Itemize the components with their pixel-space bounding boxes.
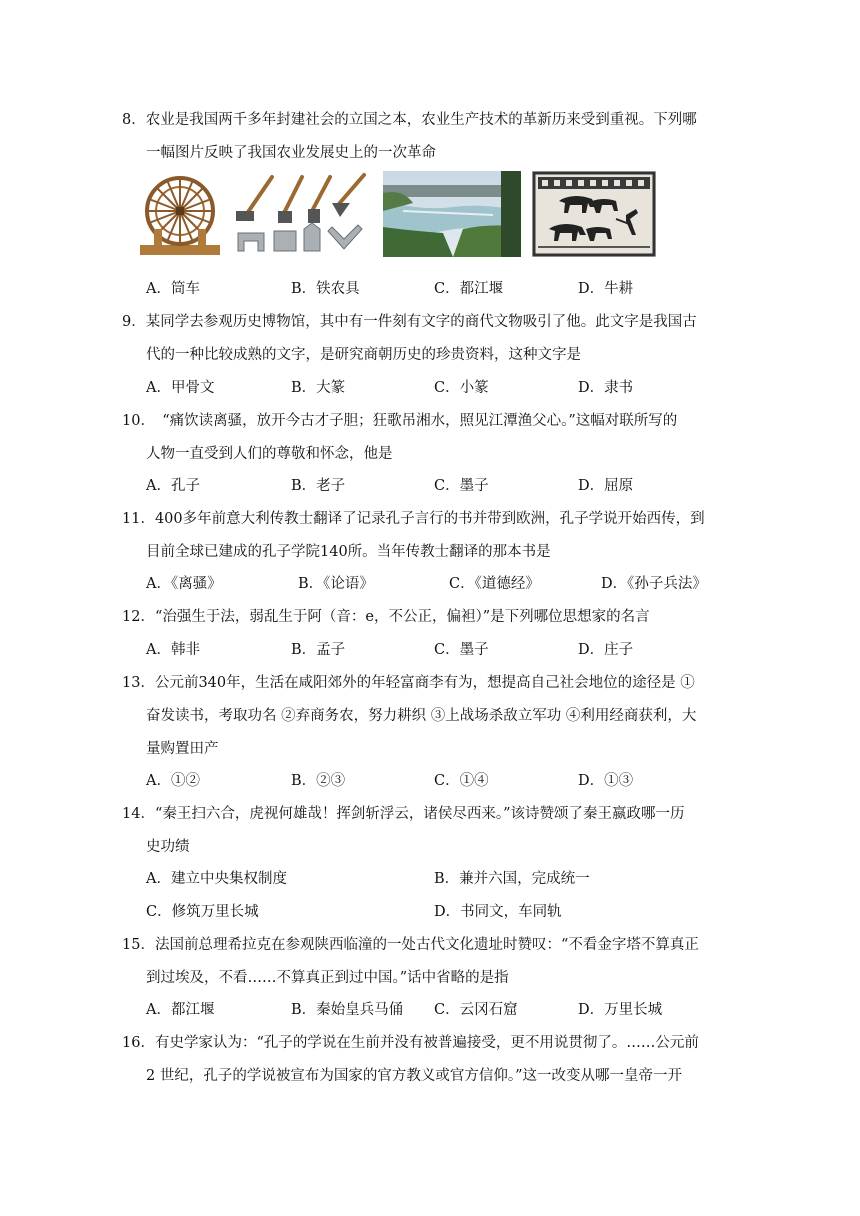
water-wheel-picture bbox=[136, 171, 224, 257]
option-b[interactable]: B．铁农具 bbox=[291, 281, 360, 297]
option-a[interactable]: A．孔子 bbox=[146, 478, 200, 494]
question-13 bbox=[122, 667, 742, 766]
option-a[interactable]: A．都江堰 bbox=[146, 1002, 215, 1018]
question-13-options bbox=[146, 765, 746, 798]
question-line: 一幅图片反映了我国农业发展史上的一次革命 bbox=[146, 145, 436, 161]
question-15-options bbox=[146, 994, 746, 1027]
question-line: 15．法国前总理希拉克在参观陕西临潼的一处古代文化遗址时赞叹：“不看金字塔不算真正 bbox=[122, 937, 699, 953]
option-c[interactable]: C．①④ bbox=[434, 773, 489, 789]
question-line: 8．农业是我国两千多年封建社会的立国之本，农业生产技术的革新历来受到重视。下列哪 bbox=[122, 112, 697, 128]
question-8 bbox=[122, 104, 742, 170]
question-line: 2 世纪，孔子的学说被宣布为国家的官方教义或官方信仰。”这一改变从哪一皇帝一开 bbox=[146, 1068, 682, 1084]
question-16 bbox=[122, 1027, 742, 1093]
question-line: 人物一直受到人们的尊敬和怀念，他是 bbox=[146, 446, 393, 462]
question-10-options bbox=[146, 470, 746, 503]
option-b[interactable]: B．大篆 bbox=[291, 380, 346, 396]
ox-plowing-picture bbox=[532, 171, 656, 257]
question-10 bbox=[122, 405, 742, 471]
question-12 bbox=[122, 601, 742, 634]
option-d[interactable]: D．庄子 bbox=[578, 642, 634, 658]
option-a[interactable]: A．韩非 bbox=[146, 642, 200, 658]
option-d[interactable]: D．书同文，车同轨 bbox=[434, 904, 562, 920]
option-c[interactable]: C．墨子 bbox=[434, 642, 489, 658]
option-b[interactable]: B．②③ bbox=[291, 773, 346, 789]
option-b[interactable]: B．兼并六国，完成统一 bbox=[434, 871, 590, 887]
question-line: 9．某同学去参观历史博物馆，其中有一件刻有文字的商代文物吸引了他。此文字是我国古 bbox=[122, 314, 697, 330]
question-12-options bbox=[146, 634, 746, 667]
question-14-options-row2 bbox=[146, 896, 746, 929]
question-11-options bbox=[146, 568, 746, 601]
option-b[interactable]: B．老子 bbox=[291, 478, 346, 494]
question-line: 量购置田产 bbox=[146, 741, 219, 757]
option-c[interactable]: C．小篆 bbox=[434, 380, 489, 396]
question-9 bbox=[122, 306, 742, 372]
option-a[interactable]: A．甲骨文 bbox=[146, 380, 215, 396]
option-b[interactable]: B．《论语》 bbox=[298, 576, 374, 592]
option-b[interactable]: B．孟子 bbox=[291, 642, 346, 658]
question-line: 目前全球已建成的孔子学院140所。当年传教士翻译的那本书是 bbox=[146, 544, 551, 560]
option-c[interactable]: C．墨子 bbox=[434, 478, 489, 494]
option-d[interactable]: D．牛耕 bbox=[578, 281, 634, 297]
question-line: 奋发读书，考取功名 ②弃商务农，努力耕织 ③上战场杀敌立军功 ④利用经商获利，大 bbox=[146, 708, 697, 724]
question-15 bbox=[122, 929, 742, 995]
option-c[interactable]: C．《道德经》 bbox=[449, 576, 540, 592]
option-a[interactable]: A．《离骚》 bbox=[146, 576, 222, 592]
option-a[interactable]: A．筒车 bbox=[146, 281, 200, 297]
question-line: 到过埃及，不看……不算真正到过中国。”话中省略的是指 bbox=[146, 970, 509, 986]
option-c[interactable]: C．都江堰 bbox=[434, 281, 504, 297]
question-8-options bbox=[146, 273, 746, 306]
question-line: 11．400多年前意大利传教士翻译了记录孔子言行的书并带到欧洲，孔子学说开始西传，到 bbox=[122, 511, 705, 527]
question-line: 16．有史学家认为：“孔子的学说在生前并没有被普遍接受，更不用说贯彻了。……公元前 bbox=[122, 1035, 699, 1051]
question-line: 13．公元前340年，生活在咸阳郊外的年轻富商李有为，想提高自己社会地位的途径是 ① bbox=[122, 675, 695, 691]
question-line: 12．“治强生于法，弱乱生于阿（音：e，不公正，偏袒）”是下列哪位思想家的名言 bbox=[122, 609, 650, 625]
question-9-options bbox=[146, 372, 746, 405]
option-c[interactable]: C．修筑万里长城 bbox=[146, 904, 259, 920]
option-a[interactable]: A．建立中央集权制度 bbox=[146, 871, 287, 887]
question-11 bbox=[122, 503, 742, 569]
question-line: 代的一种比较成熟的文字，是研究商朝历史的珍贵资料，这种文字是 bbox=[146, 347, 581, 363]
option-d[interactable]: D．《孙子兵法》 bbox=[601, 576, 707, 592]
question-line: 14．“秦王扫六合，虎视何雄哉！挥剑斩浮云，诸侯尽西来。”该诗赞颂了秦王嬴政哪一历 bbox=[122, 806, 685, 822]
option-d[interactable]: D．①③ bbox=[578, 773, 634, 789]
question-line: 10． “痛饮读离骚，放开今古才子胆；狂歌吊湘水，照见江潭渔父心。”这幅对联所写的 bbox=[122, 413, 678, 429]
option-c[interactable]: C．云冈石窟 bbox=[434, 1002, 518, 1018]
option-d[interactable]: D．隶书 bbox=[578, 380, 634, 396]
question-14 bbox=[122, 798, 742, 864]
option-a[interactable]: A．①② bbox=[146, 773, 200, 789]
question-14-options-row1 bbox=[146, 863, 746, 896]
option-d[interactable]: D．屈原 bbox=[578, 478, 634, 494]
dujiangyan-picture bbox=[383, 171, 521, 257]
question-line: 史功绩 bbox=[146, 839, 190, 855]
option-d[interactable]: D．万里长城 bbox=[578, 1002, 663, 1018]
option-b[interactable]: B．秦始皇兵马俑 bbox=[291, 1002, 404, 1018]
iron-farm-tools-picture bbox=[232, 171, 368, 257]
